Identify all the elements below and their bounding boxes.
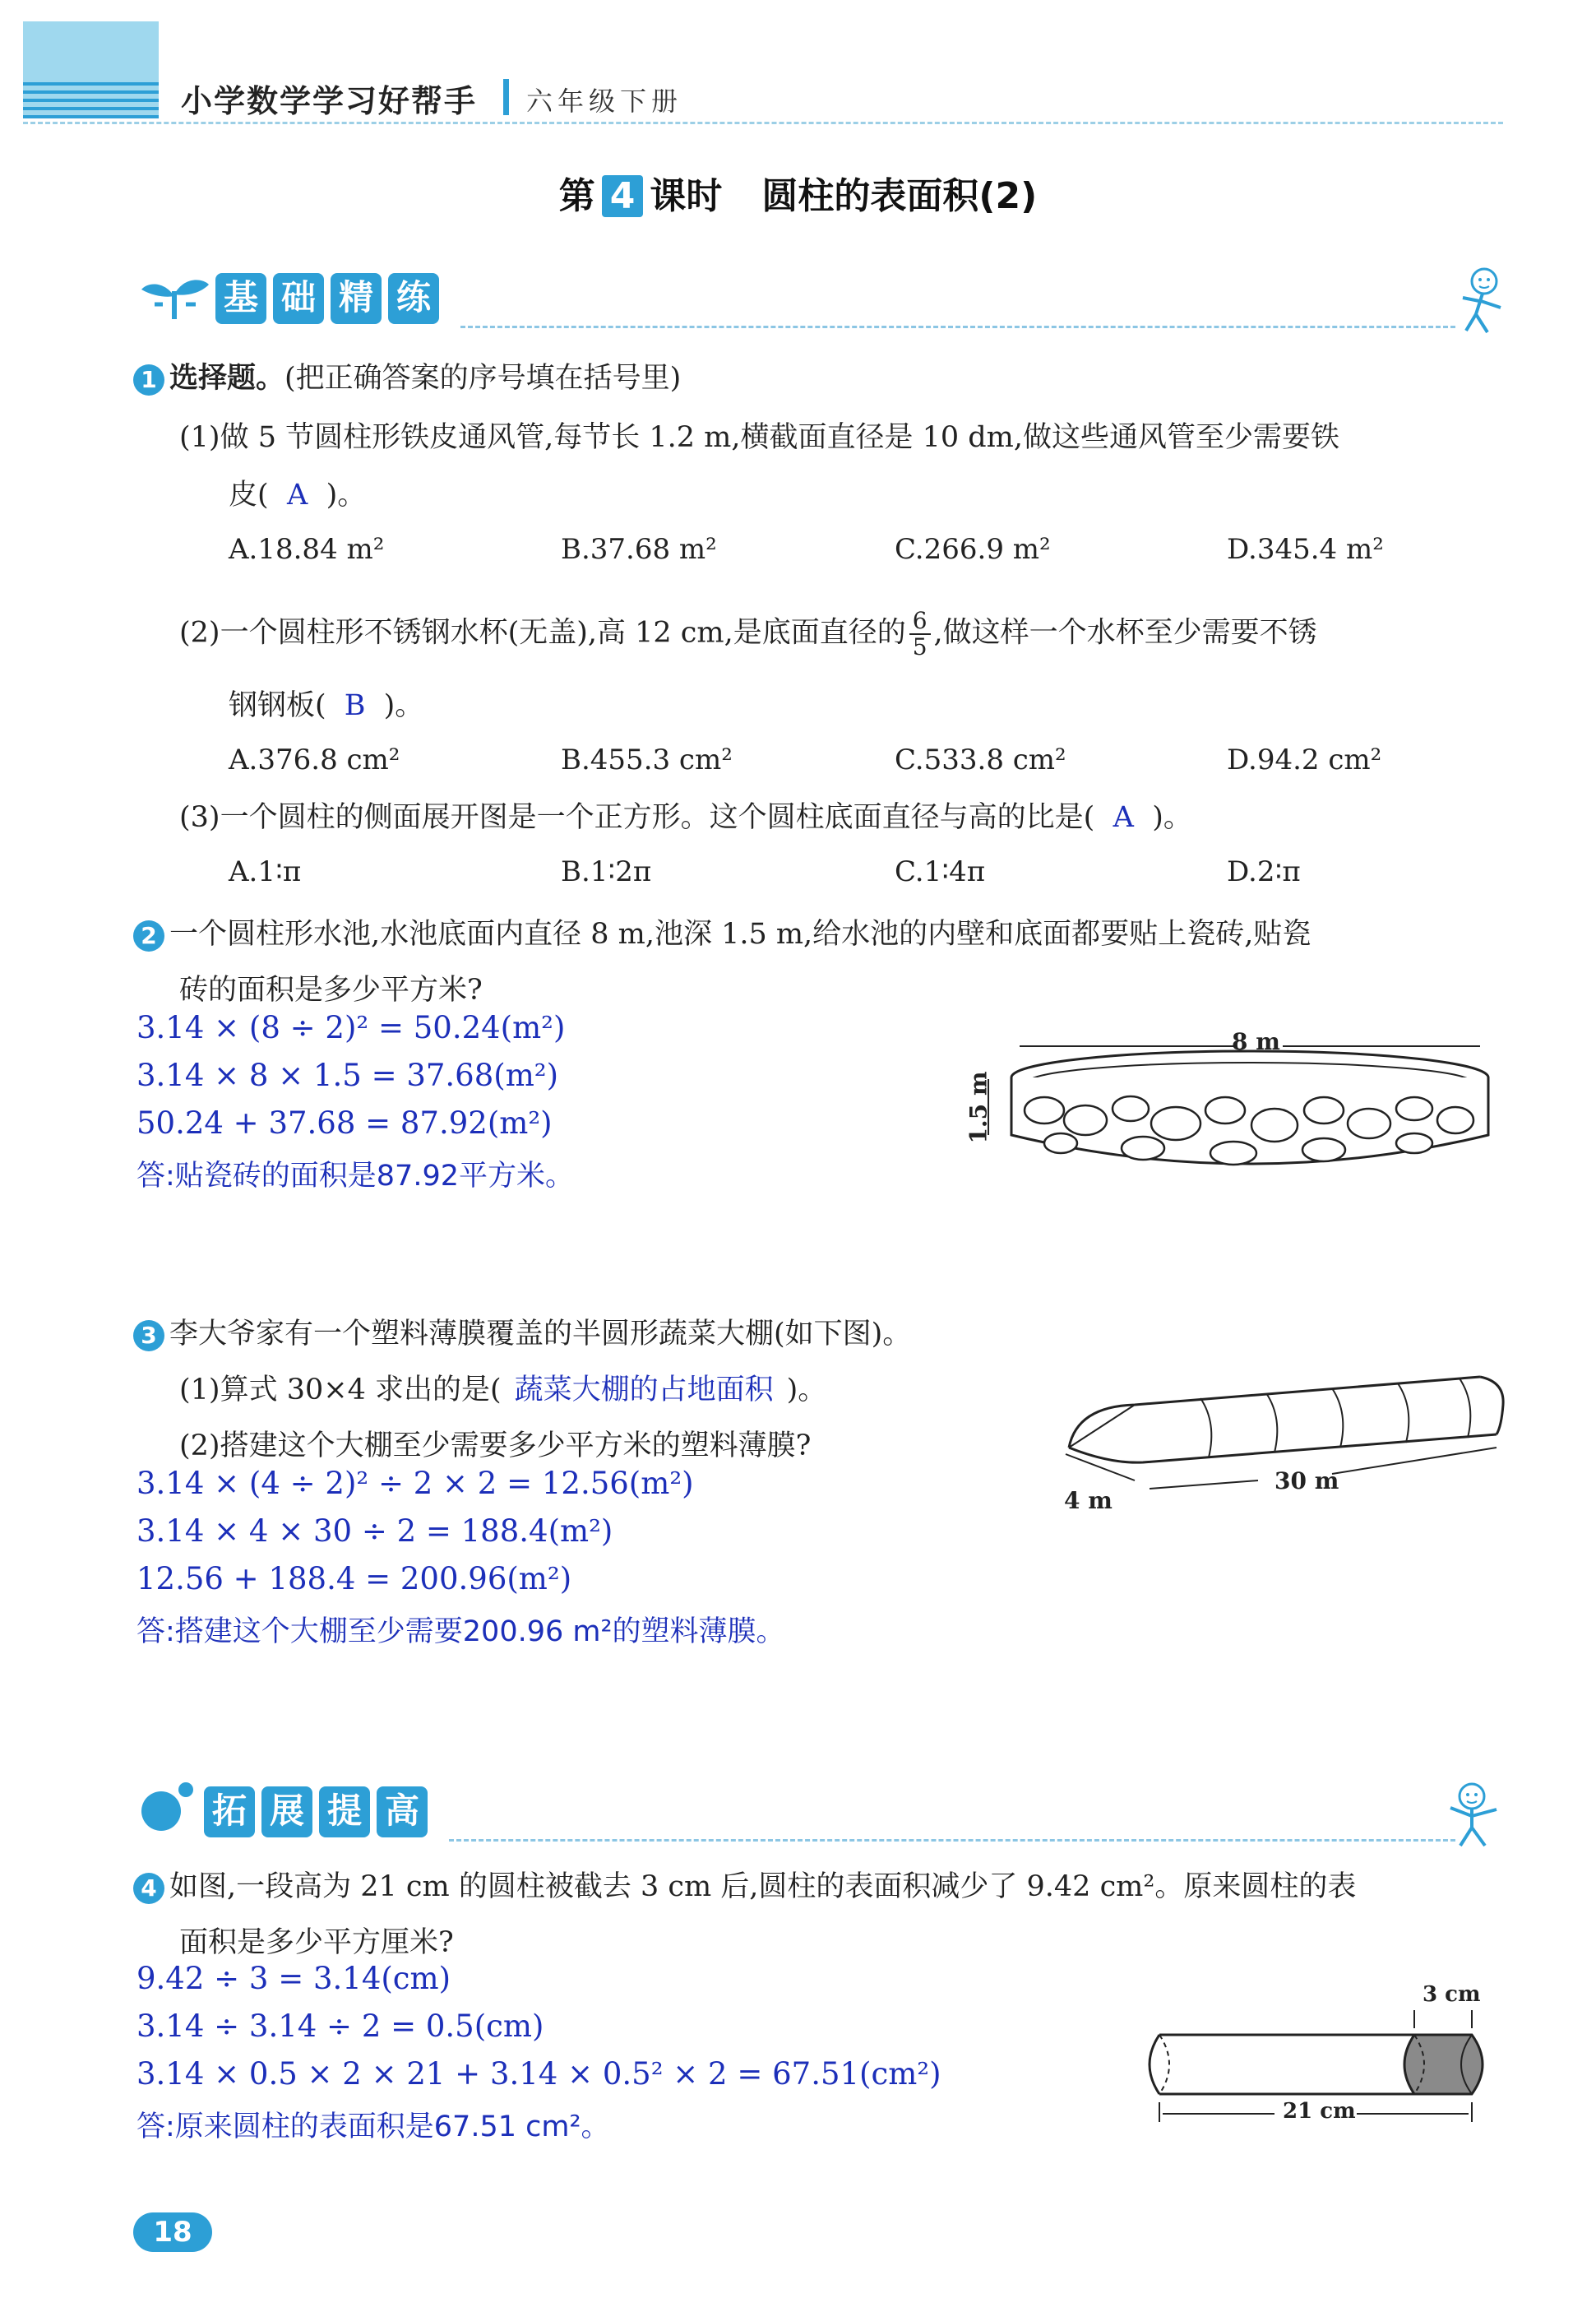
q3-sub2: (2)搭建这个大棚至少需要多少平方米的塑料薄膜? [179,1429,812,1462]
q4-work-line: 3.14 ÷ 3.14 ÷ 2 = 0.5(cm) [136,2008,544,2044]
greenhouse-width-label: 4 m [1064,1487,1113,1514]
book-title: 小学数学学习好帮手 [181,83,478,119]
q1-sub2-text: (2)一个圆柱形不锈钢水杯(无盖),高 12 cm,是底面直径的 [179,616,906,650]
q3-work-line: 3.14 × (4 ÷ 2)² ÷ 2 × 2 = 12.56(m²) [136,1466,694,1501]
fraction-numerator: 6 [909,609,931,635]
section-char: 提 [319,1786,370,1837]
q4-answer: 答:原来圆柱的表面积是67.51 cm²。 [136,2110,610,2143]
greenhouse-figure [1052,1365,1513,1530]
section-basic-practice [215,273,439,324]
q3-work-line: 12.56 + 188.4 = 200.96(m²) [136,1561,572,1596]
page-number: 18 [133,2212,212,2252]
q2-answer: 答:贴瓷砖的面积是87.92平方米。 [136,1160,574,1193]
q1-sub2-text-end: ,做这样一个水杯至少需要不锈 [933,616,1317,650]
cut-length-label: 3 cm [1423,1982,1481,2007]
lesson-suffix: 课时 [650,175,723,217]
paren-close: )。 [1152,801,1192,834]
q1-sub2-line2 [229,686,423,725]
q1-sub3-line1 [179,798,1192,837]
option: B.455.3 cm² [561,744,733,776]
q1-sub1-answer: A [287,479,308,512]
paren-open: 钢钢板( [229,689,326,722]
q1-title [133,359,681,398]
q1-sub2-answer: B [344,689,366,722]
option: C.266.9 m² [895,533,1051,566]
q1-instruction: (把正确答案的序号填在括号里) [285,362,682,395]
option: B.37.68 m² [561,533,717,566]
option: A.1∶π [229,855,302,888]
fraction [909,609,931,660]
lesson-title [0,166,1596,219]
section-char: 础 [273,273,324,324]
question-number-badge: 4 [133,1873,164,1904]
option: C.533.8 cm² [895,744,1066,776]
paren-close: )。 [786,1374,827,1406]
q1-heading: 选择题。 [169,361,285,395]
q3-answer: 答:搭建这个大棚至少需要200.96 m²的塑料薄膜。 [136,1615,785,1648]
cylinder-height-label: 21 cm [1283,2099,1356,2124]
q4-line2: 面积是多少平方厘米? [179,1926,454,1959]
q2-work-line: 3.14 × 8 × 1.5 = 37.68(m²) [136,1058,559,1093]
q3-sub1-answer: 蔬菜大棚的占地面积 [514,1374,774,1406]
question-number-badge: 2 [133,920,164,952]
q2-line2: 砖的面积是多少平方米? [179,974,483,1007]
section-char: 基 [215,273,266,324]
q1-sub3-text: (3)一个圆柱的侧面展开图是一个正方形。这个圆柱底面直径与高的比是( [179,801,1095,834]
cylinder-figure [1135,1982,1513,2130]
header-divider [503,79,509,115]
header-stripes [23,82,159,118]
lesson-number: 4 [602,175,644,217]
q4-work-line: 9.42 ÷ 3 = 3.14(cm) [136,1961,451,1996]
q4-line1 [133,1867,1356,1907]
q3-work-line: 3.14 × 4 × 30 ÷ 2 = 188.4(m²) [136,1513,613,1549]
q2-work-line: 50.24 + 37.68 = 87.92(m²) [136,1105,553,1141]
option: B.1∶2π [561,855,652,888]
greenhouse-length-label: 30 m [1274,1467,1339,1494]
section-char: 拓 [204,1786,255,1837]
pool-depth-label: 1.5 m [965,1071,992,1144]
q1-sub3-answer: A [1113,801,1134,834]
option: A.376.8 cm² [229,744,400,776]
pool-illustration [954,1028,1497,1176]
q2-line1 [133,915,1311,954]
bubbles-icon [136,1778,196,1839]
option: D.2∶π [1227,855,1301,888]
question-number-badge: 3 [133,1320,164,1351]
paren-close: )。 [326,479,367,512]
option: D.94.2 cm² [1227,744,1382,776]
sprout-icon [138,271,210,324]
pool-figure [954,1028,1497,1176]
option: D.345.4 m² [1227,533,1384,566]
q4-work-line: 3.14 × 0.5 × 2 × 21 + 3.14 × 0.5² × 2 = 67.51(cm²) [136,2056,941,2092]
option: C.1∶4π [895,855,986,888]
option: A.18.84 m² [229,533,385,566]
header-dashed-rule [23,122,1503,124]
q2-work-line: 3.14 × (8 ÷ 2)² = 50.24(m²) [136,1010,566,1045]
q1-sub1-line1: (1)做 5 节圆柱形铁皮通风管,每节长 1.2 m,横截面直径是 10 dm,做这些通风管至少需要铁 [179,421,1339,454]
greenhouse-illustration [1052,1365,1513,1530]
running-kid-icon [1439,1780,1505,1854]
question-number-badge: 1 [133,364,164,396]
lesson-prefix: 第 [558,175,595,217]
q1-sub1-line2 [229,475,366,515]
section-extension [204,1786,428,1837]
q3-text: 李大爷家有一个塑料薄膜覆盖的半圆形蔬菜大棚(如下图)。 [169,1318,912,1351]
q4-text: 如图,一段高为 21 cm 的圆柱被截去 3 cm 后,圆柱的表面积减少了 9.42 cm²。原来圆柱的表 [169,1870,1357,1903]
running-kid-icon [1451,265,1509,342]
q3-sub1 [179,1370,826,1410]
q2-text: 一个圆柱形水池,水池底面内直径 8 m,池深 1.5 m,给水池的内壁和底面都要贴上瓷砖,贴瓷 [169,918,1311,951]
paren-close: )。 [383,689,424,722]
section-char: 高 [377,1786,428,1837]
fraction-denominator: 5 [912,633,928,660]
q3-line1 [133,1314,911,1354]
lesson-topic: 圆柱的表面积(2) [761,175,1038,217]
pool-diameter-label: 8 m [1232,1028,1280,1055]
section-char: 精 [331,273,382,324]
q1-sub2-line1 [179,609,1317,660]
q3-sub1-text: (1)算式 30×4 求出的是( [179,1374,502,1406]
section-char: 展 [261,1786,312,1837]
grade-label: 六年级下册 [526,86,683,117]
section-dashed-rule [449,1839,1455,1842]
section-dashed-rule [460,326,1455,328]
section-char: 练 [388,273,439,324]
paren-open: 皮( [229,479,269,512]
